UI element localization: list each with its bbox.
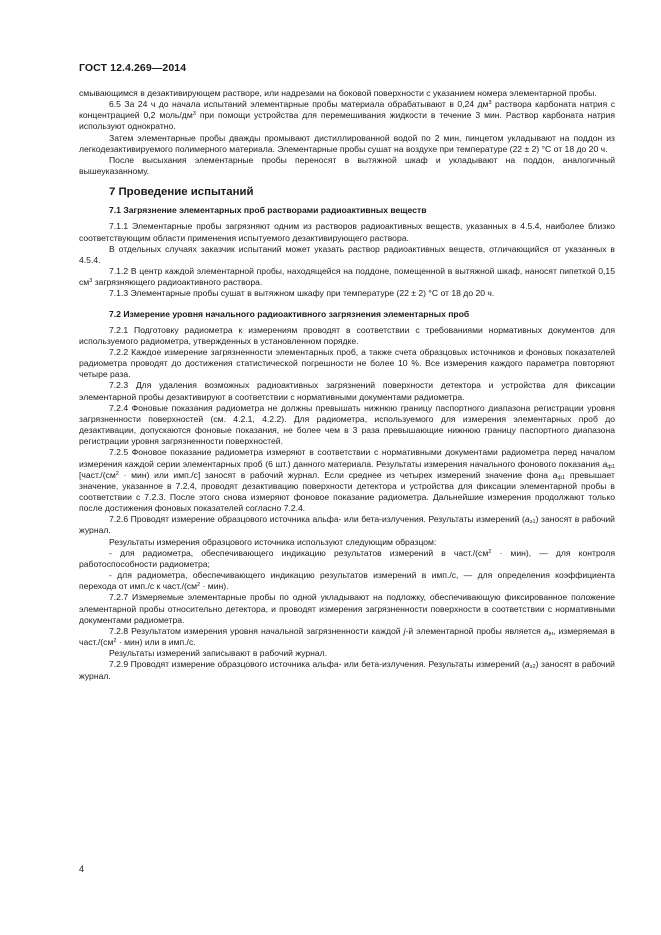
paragraph: После высыхания элементарные пробы переносят в вытяжной шкаф и укладывают на поддон, аналогичный вышеуказанному. <box>79 154 615 177</box>
paragraph: смывающимся в дезактивирующем растворе, или надрезами на боковой поверхности с указанием номера элементарной пробы. <box>79 88 597 98</box>
paragraph: 7.2.6 Проводят измерение образцового источника альфа- или бета-излучения. Результаты измерений $(a_{э1})$ заносят в рабочий журнал. <box>79 514 615 536</box>
paragraph: 7.1.1 Элементарные пробы загрязняют одним из растворов радиоактивных веществ, указанных в 4.5.4, наиболее близко соответствующим области применения испытуемого дезактивирующего раствора. <box>79 221 615 243</box>
paragraph: 7.2.1 Подготовку радиометра к измерениям проводят в соответствии с требованиями нормативных документов для используемого радиометра, утвержденных в установленном порядке. <box>79 324 615 346</box>
subsection-title: 7.1 Загрязнение элементарных проб растворами радиоактивных веществ <box>109 205 427 216</box>
paragraph: 7.2.9 Проводят измерение образцового источника альфа- или бета-излучения. Результаты измерений $(a_{э2})$ заносят в рабочий журнал. <box>79 659 615 681</box>
paragraph: 7.2.4 Фоновые показания радиометра не должны превышать нижнюю границу паспортного диапазона регистрации уровня загрязненности поверхностей (см. 4.2.1, 4.2.2). Для радиометра, используемого для измерения элементарных проб до дезактивации, допускаются фоновые показания, не более чем в 3 раза превышающие нижнюю границу паспортного диапазона регистрации уровня загрязненности поверхностей. <box>79 402 615 447</box>
page-number: 4 <box>79 864 85 874</box>
paragraph: Результаты измерений записывают в рабочий журнал. <box>109 648 328 659</box>
document-body <box>79 88 615 682</box>
paragraph-6-5: 6.5 За 24 ч до начала испытаний элементарные пробы материала обрабатывают в 0,24 $дм^3$ раствора карбоната натрия с концентрацией 0,2 моль/$дм^3$ при помощи устройства для перемешивания жидкости в течение 3 мин. Раствор карбоната натрия используют однократно. <box>79 99 616 132</box>
paragraph: 7.2.7 Измеряемые элементарные пробы по одной укладывают на подложку, обеспечивающую фиксированное положение элементарной пробы относительно детектора, и проводят измерения загрязненности поверхности в соответствии с нормативными документами радиометра. <box>79 592 615 625</box>
paragraph: 7.1.3 Элементарные пробы сушат в вытяжном шкафу при температуре (22 ± 2) °С от 18 до 20 ч. <box>109 288 495 299</box>
paragraph: Результаты измерения образцового источника используют следующим образцом: <box>109 536 437 547</box>
paragraph: В отдельных случаях заказчик испытаний может указать раствор радиоактивных веществ, отличающийся от указанных в 4.5.4. <box>79 243 615 265</box>
subsection-title: 7.2 Измерение уровня начального радиоактивного загрязнения элементарных проб <box>109 308 470 319</box>
paragraph: 7.2.5 Фоновое показание радиометра измеряют в соответствии с нормативными документами радиометра перед началом измерения каждой серии элементарных проб (6 шт.) данного материала. Результаты измерения начального фонового показания $a_{ф1}$ [$част./(см^2 \cdot мин)$ или имп./с] заносят в рабочий журнал. Если среднее из четырех измерений значение фона $a_{ф1}$ превышает значение, указанное в 7.2.4, проводят дезактивацию поверхности детектора и устройства для фиксации элементарной пробы в соответствии с 7.2.3. После этого снова измеряют фоновое показание радиометра. Дальнейшие измерения продолжают только после достижения фоновых показателей согласно 7.2.4. <box>79 447 615 514</box>
document-header: ГОСТ 12.4.269—2014 <box>79 62 187 74</box>
paragraph: - для радиометра, обеспечивающего индикацию результатов измерений в имп./с, — для определения коэффициента перехода от имп./с к $част./(см^2 \cdot мин)$. <box>79 570 615 592</box>
paragraph: 7.1.2 В центр каждой элементарной пробы, находящейся на поддоне, помещенной в вытяжной шкаф, наносят пипеткой 0,15 $см^3$ загрязняющего радиоактивного раствора. <box>79 266 615 288</box>
paragraph: Затем элементарные пробы дважды промывают дистиллированной водой по 2 мин, пинцетом укладывают на поддон из легкодезактивируемого полимерного материала. Элементарные пробы сушат на воздухе при температуре (22 ± 2) °С от 18 до 20 ч. <box>79 132 615 154</box>
section-title: 7 Проведение испытаний <box>109 186 254 199</box>
paragraph: - для радиометра, обеспечивающего индикацию результатов измерений в $част./(см^2 \cdot мин)$, — для контроля работоспособности радиометра; <box>79 547 616 569</box>
paragraph: 7.2.3 Для удаления возможных радиоактивных загрязнений поверхности детектора и устройства для фиксации элементарной пробы дезактивируют в соответствии с нормативными документами радиометра. <box>79 380 615 402</box>
paragraph: 7.2.2 Каждое измерение загрязненности элементарных проб, а также счета образцовых источников и фоновых показателей радиометра проводят до достижения статистической погрешности не более 10 %. Все измерения каждого параметра повторяют четыре раза. <box>79 346 615 380</box>
paragraph: 7.2.8 Результатом измерения уровня начальной загрязненности каждой j-й элементарной пробы является $a_{jн}$, измеряемая в $част./(см^2 \cdot мин)$ или в имп./с. <box>79 625 615 648</box>
